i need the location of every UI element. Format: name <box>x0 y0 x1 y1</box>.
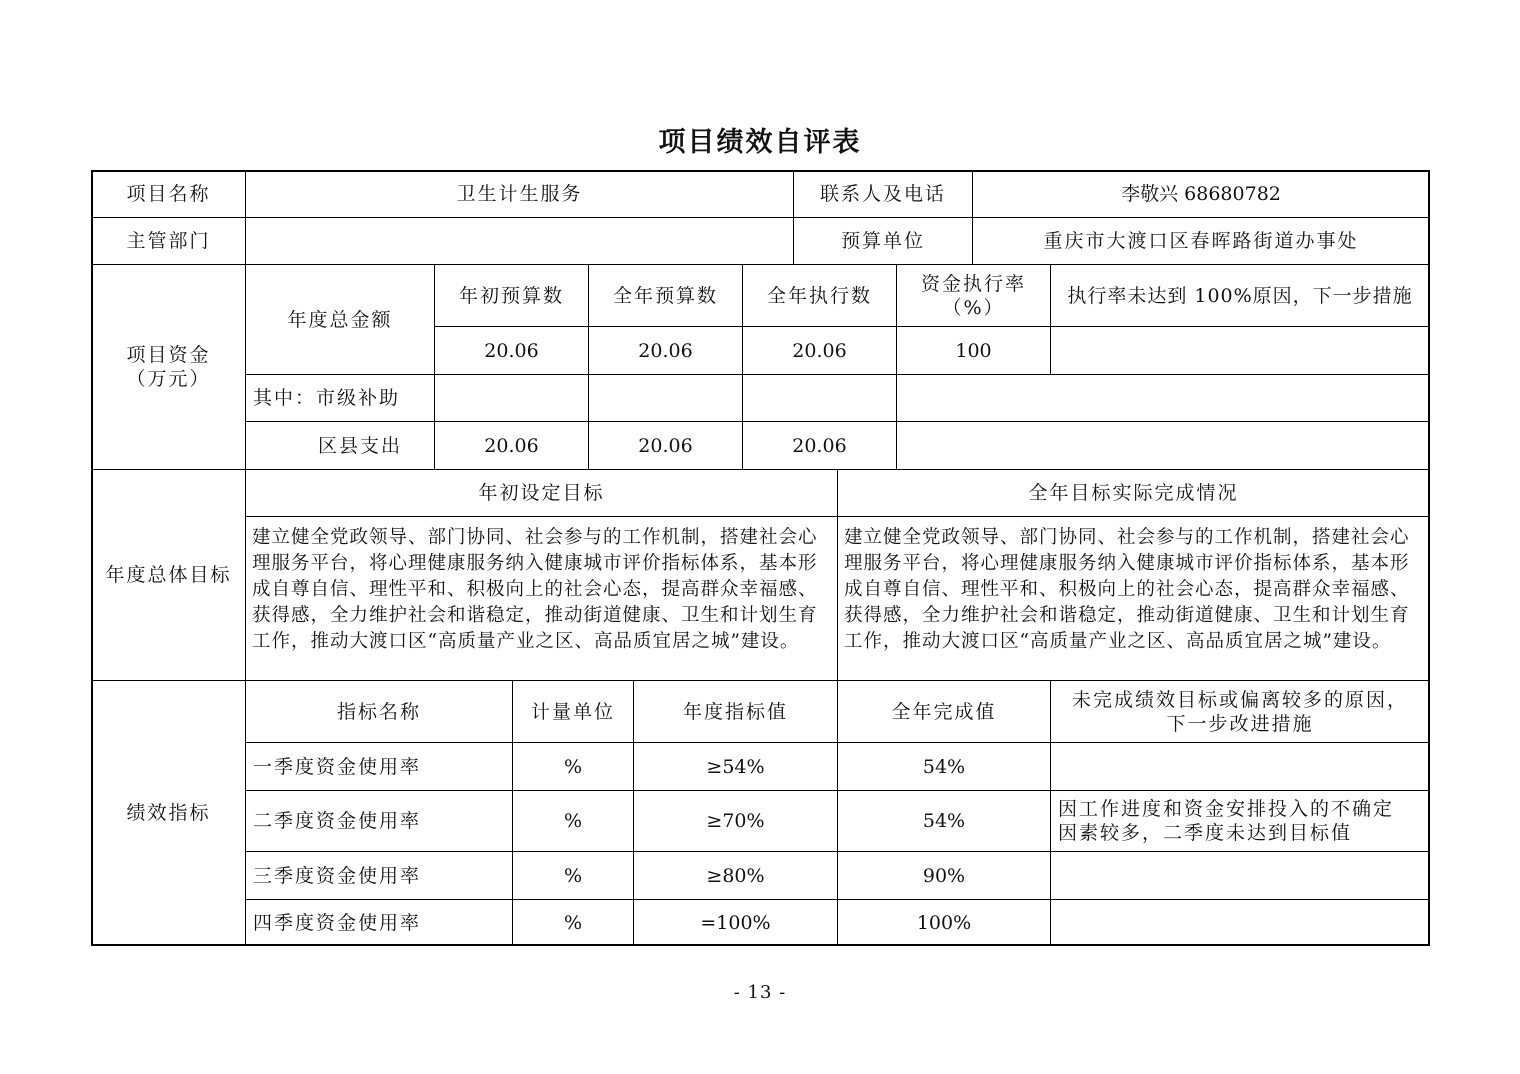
ind-row-3-target: ≥80% <box>633 851 838 900</box>
funds-city-rest <box>896 374 1430 422</box>
ind-col-unit: 计量单位 <box>512 680 634 743</box>
funds-col-rate: 资金执行率（%） <box>896 264 1051 327</box>
ind-row-4-name: 四季度资金使用率 <box>245 899 513 946</box>
project-name-label: 项目名称 <box>91 170 246 218</box>
goals-set-header: 年初设定目标 <box>245 469 838 517</box>
ind-row-2-reason: 因工作进度和资金安排投入的不确定因素较多，二季度未达到目标值 <box>1050 790 1430 852</box>
ind-row-1-reason <box>1050 742 1430 791</box>
ind-row-4-target: =100% <box>633 899 838 946</box>
contact-label: 联系人及电话 <box>793 170 973 218</box>
goals-set-text: 建立健全党政领导、部门协同、社会参与的工作机制，搭建社会心理服务平台，将心理健康服务纳入健康城市评价指标体系，基本形成自尊自信、理性平和、积极向上的社会心态，提高群众幸福感、获得感，全力维护社会和谐稳定，推动街道健康、卫生和计划生育工作，推动大渡口区“高质量产业之区、高品质宜居之城”建设。 <box>245 516 838 681</box>
funds-label: 项目资金（万元） <box>91 264 246 470</box>
ind-row-2-unit: % <box>512 790 634 852</box>
funds-county-full: 20.06 <box>588 421 743 470</box>
ind-row-2-target: ≥70% <box>633 790 838 852</box>
funds-total-full: 20.06 <box>588 326 743 375</box>
ind-col-name: 指标名称 <box>245 680 513 743</box>
page-title: 项目绩效自评表 <box>658 127 862 158</box>
page-number: - 13 - <box>733 982 787 1003</box>
ind-row-3-reason <box>1050 851 1430 900</box>
funds-col-full: 全年预算数 <box>588 264 743 327</box>
contact-value: 李敬兴 68680782 <box>972 170 1430 218</box>
ind-row-1-name: 一季度资金使用率 <box>245 742 513 791</box>
dept-value <box>245 217 794 265</box>
funds-total-initial: 20.06 <box>434 326 589 375</box>
ind-row-2-name: 二季度资金使用率 <box>245 790 513 852</box>
funds-city-full <box>588 374 743 422</box>
ind-row-1-actual: 54% <box>837 742 1051 791</box>
ind-row-1-target: ≥54% <box>633 742 838 791</box>
goals-actual-text: 建立健全党政领导、部门协同、社会参与的工作机制，搭建社会心理服务平台，将心理健康服务纳入健康城市评价指标体系，基本形成自尊自信、理性平和、积极向上的社会心态，提高群众幸福感、获得感，全力维护社会和谐稳定，推动街道健康、卫生和计划生育工作，推动大渡口区“高质量产业之区、高品质宜居之城”建设。 <box>837 516 1430 681</box>
goals-label: 年度总体目标 <box>91 469 246 681</box>
ind-col-actual: 全年完成值 <box>837 680 1051 743</box>
ind-row-1-unit: % <box>512 742 634 791</box>
ind-row-3-unit: % <box>512 851 634 900</box>
funds-col-initial: 年初预算数 <box>434 264 589 327</box>
ind-row-2-actual: 54% <box>837 790 1051 852</box>
funds-total-reason <box>1050 326 1430 375</box>
funds-col-reason: 执行率未达到 100%原因，下一步措施 <box>1050 264 1430 327</box>
funds-col-exec: 全年执行数 <box>742 264 897 327</box>
ind-row-4-reason <box>1050 899 1430 946</box>
goals-actual-header: 全年目标实际完成情况 <box>837 469 1430 517</box>
ind-row-4-unit: % <box>512 899 634 946</box>
indicators-label: 绩效指标 <box>91 680 246 946</box>
funds-county-rest <box>896 421 1430 470</box>
budget-unit-label: 预算单位 <box>793 217 973 265</box>
funds-total-label: 年度总金额 <box>245 264 435 375</box>
dept-label: 主管部门 <box>91 217 246 265</box>
ind-row-3-actual: 90% <box>837 851 1051 900</box>
ind-col-target: 年度指标值 <box>633 680 838 743</box>
budget-unit-value: 重庆市大渡口区春晖路街道办事处 <box>972 217 1430 265</box>
funds-city-exec <box>742 374 897 422</box>
funds-city-label: 其中：市级补助 <box>245 374 435 422</box>
funds-city-initial <box>434 374 589 422</box>
ind-col-reason: 未完成绩效目标或偏离较多的原因，下一步改进措施 <box>1050 680 1430 743</box>
funds-county-initial: 20.06 <box>434 421 589 470</box>
funds-county-label: 区县支出 <box>245 421 435 470</box>
funds-total-exec: 20.06 <box>742 326 897 375</box>
funds-county-exec: 20.06 <box>742 421 897 470</box>
ind-row-3-name: 三季度资金使用率 <box>245 851 513 900</box>
ind-row-4-actual: 100% <box>837 899 1051 946</box>
project-name-value: 卫生计生服务 <box>245 170 794 218</box>
funds-total-rate: 100 <box>896 326 1051 375</box>
